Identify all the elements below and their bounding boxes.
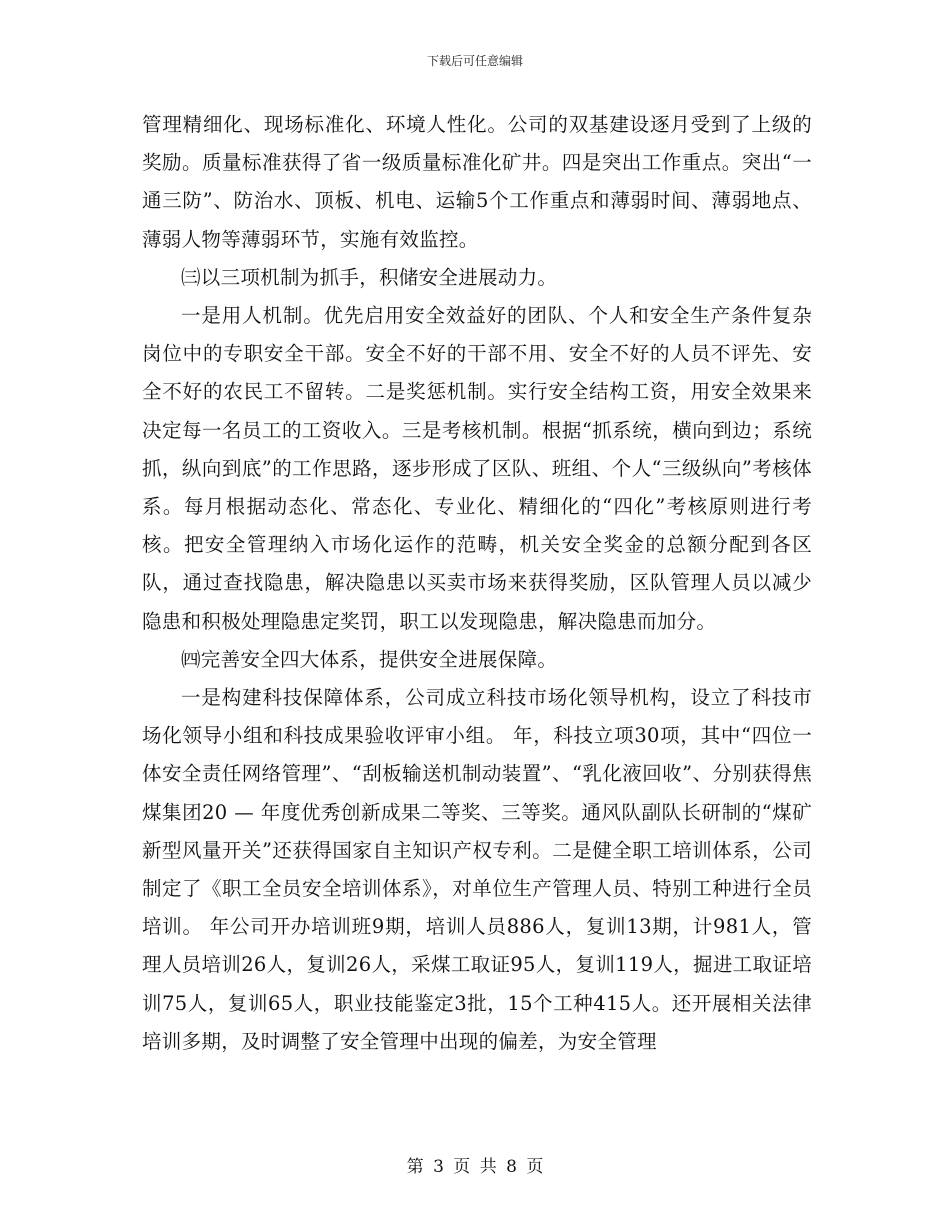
section-heading-4: ㈣完善安全四大体系，提供安全进展保障。 <box>181 647 558 671</box>
page-footer: 第 3 页 共 8 页 <box>406 1157 544 1177</box>
paragraph-1: 管理精细化、现场标准化、环境人性化。公司的双基建设逐月受到了上级的奖励。质量标准获得了省一级质量标准化矿井。四是突出工作重点。突出“一通三防”、防治水、顶板、机电、运输5个工作重点和薄弱时间、薄弱地点、薄弱人物等薄弱环节，实施有效监控。 <box>142 113 812 251</box>
page-header: 下载后可任意编辑 <box>426 54 523 68</box>
paragraph-systems: 一是构建科技保障体系，公司成立科技市场化领导机构，设立了科技市场化领导小组和科技成果验收评审小组。 年，科技立项30项，其中“四位一体安全责任网络管理”、“刮板输送机制动装置”、“乳化液回收”、分别获得焦煤集团20 — 年度优秀创新成果二等奖、三等奖。通风队副队长研制的“煤矿新型风量开关”还获得国家自主知识产权专利。二是健全职工培训体系，公司制定了《职工全员安全培训体系》，对单位生产管理人员、特别工种进行全员培训。 年公司开办培训班9期，培训人员886人，复训13期，计981人，管理人员培训26人，复训26人，采煤工取证95人，复训119人，掘进工取证培训75人，复训65人，职业技能鉴定3批，15个工种415人。还开展相关法律培训多期，及时调整了安全管理中出现的偏差，为安全管理 <box>142 686 812 1053</box>
document-body <box>142 106 812 1061</box>
paragraph-mechanisms: 一是用人机制。优先启用安全效益好的团队、个人和安全生产条件复杂岗位中的专职安全干部。安全不好的干部不用、安全不好的人员不评先、安全不好的农民工不留转。二是奖惩机制。实行安全结构工资，用安全效果来决定每一名员工的工资收入。三是考核机制。根据“抓系统，横向到边；系统抓，纵向到底”的工作思路，逐步形成了区队、班组、个人“三级纵向”考核体系。每月根据动态化、常态化、专业化、精细化的“四化”考核原则进行考核。把安全管理纳入市场化运作的范畴，机关安全奖金的总额分配到各区队，通过查找隐患，解决隐患以买卖市场来获得奖励，区队管理人员以减少隐患和积极处理隐患定奖罚，职工以发现隐患，解决隐患而加分。 <box>142 304 812 633</box>
section-heading-3: ㈢以三项机制为抓手，积储安全进展动力。 <box>181 265 558 289</box>
